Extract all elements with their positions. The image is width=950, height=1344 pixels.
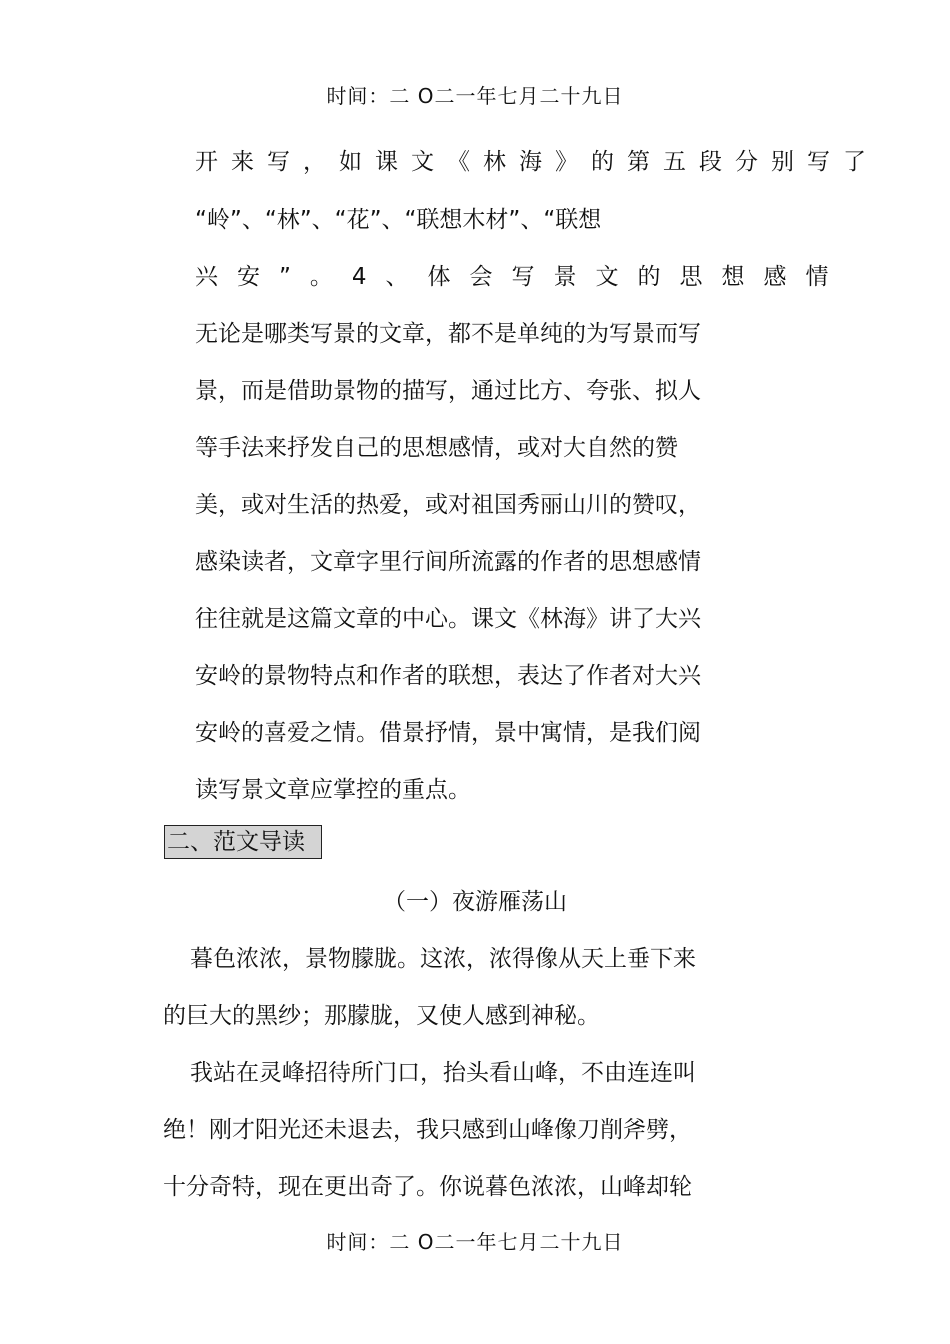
page-footer-date: 时间：二 O二一年七月二十九日 bbox=[326, 1230, 624, 1254]
essay-line-5: 十分奇特，现在更出奇了。你说暮色浓浓，山峰却轮 bbox=[163, 1174, 692, 1200]
essay-title: （一）夜游雁荡山 bbox=[383, 889, 567, 915]
essay-line-2: 的巨大的黑纱；那朦胧，又使人感到神秘。 bbox=[163, 1003, 600, 1029]
body-line-2: “岭”、“林”、“花”、“联想木材”、“联想 bbox=[195, 207, 602, 233]
body-line-8: 感染读者，文章字里行间所流露的作者的思想感情 bbox=[195, 549, 701, 575]
body-line-4: 无论是哪类写景的文章，都不是单纯的为写景而写 bbox=[195, 321, 701, 347]
body-line-6: 等手法来抒发自己的思想感情，或对大自然的赞 bbox=[195, 435, 678, 461]
essay-line-3: 我站在灵峰招待所门口，抬头看山峰，不由连连叫 bbox=[190, 1060, 696, 1086]
page-header-date: 时间：二 O二一年七月二十九日 bbox=[326, 84, 624, 108]
body-line-5: 景，而是借助景物的描写，通过比方、夸张、拟人 bbox=[195, 378, 701, 404]
body-line-10: 安岭的景物特点和作者的联想，表达了作者对大兴 bbox=[195, 663, 701, 689]
body-line-12: 读写景文章应掌控的重点。 bbox=[195, 777, 471, 803]
body-line-7: 美，或对生活的热爱，或对祖国秀丽山川的赞叹， bbox=[195, 492, 701, 518]
body-line-11: 安岭的喜爱之情。借景抒情，景中寓情，是我们阅 bbox=[195, 720, 701, 746]
section-heading: 二、范文导读 bbox=[164, 825, 322, 859]
essay-line-1: 暮色浓浓，景物朦胧。这浓，浓得像从天上垂下来 bbox=[190, 946, 696, 972]
essay-line-4: 绝！刚才阳光还未退去，我只感到山峰像刀削斧劈， bbox=[163, 1117, 692, 1143]
body-line-9: 往往就是这篇文章的中心。课文《林海》讲了大兴 bbox=[195, 606, 701, 632]
body-line-1: 开来写，如课文《林海》的第五段分别写了 bbox=[195, 149, 879, 175]
body-line-3: 兴安”。4、体会写景文的思想感情 bbox=[195, 264, 848, 290]
